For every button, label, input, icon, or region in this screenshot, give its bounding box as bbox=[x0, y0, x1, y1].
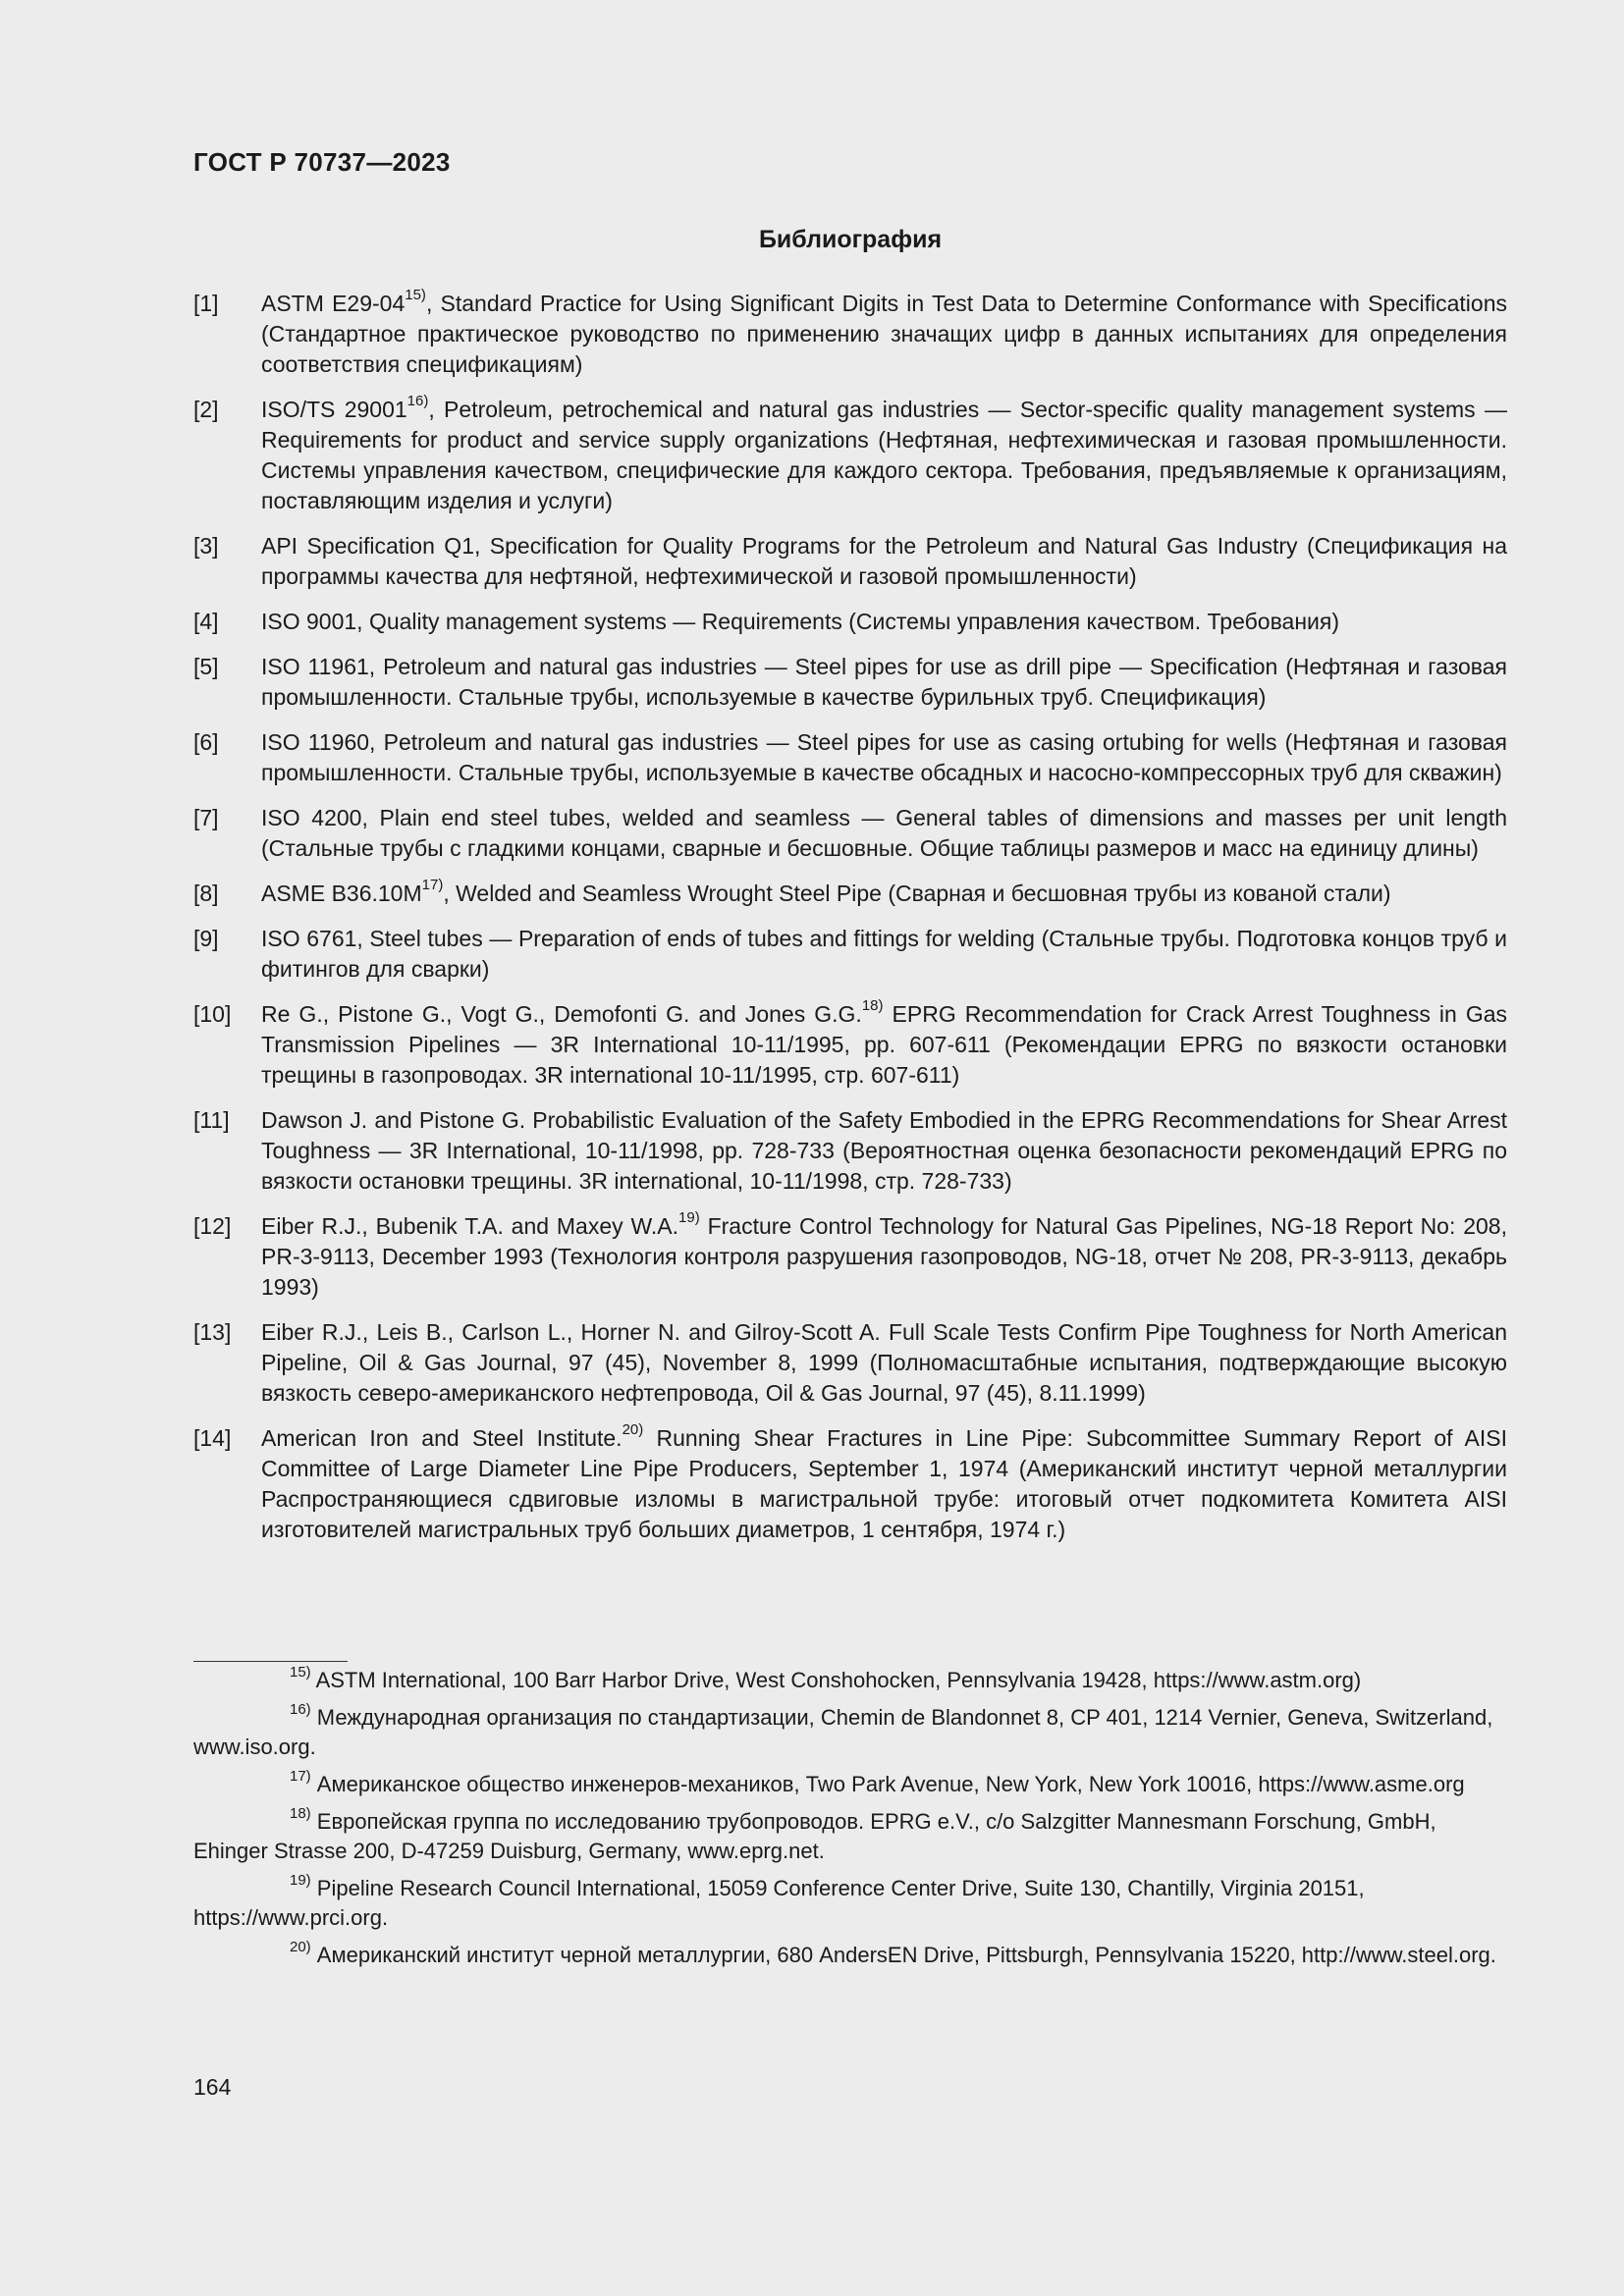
entry-text: API Specification Q1, Specification for Quality Programs for the Petroleum and Natural Gas Industry (Спецификация на программы качества для нефтяной, нефтехимической и газовой промышленности) bbox=[261, 533, 1507, 589]
footnote: $^{17)}$ Американское общество инженеров-механиков, Two Park Avenue, New York, New York 10016, https://www.asme.org bbox=[290, 1767, 1465, 1796]
entry-text: American Iron and Steel Institute.$^{20)}$ Running Shear Fractures in Line Pipe: Subcommittee Summary Report of AISI Committee of Large Diameter Line Pipe Producers, September 1, 1974 (Американский институт черной металлургии Распространяющиеся сдвиговые изломы в магистральной трубе: итоговый отчет подкомитета Комитета AISI изготовителей магистральных труб больших диаметров, 1 сентября, 1974 г.) bbox=[261, 1421, 1507, 1542]
entry-number: [4] bbox=[193, 609, 219, 634]
entry-text: ASME $B36.10M^{17)}$, Welded and Seamless Wrought Steel Pipe (Сварная и бесшовная трубы из кованой стали) bbox=[261, 877, 1391, 906]
bibliography-entry bbox=[193, 531, 1507, 592]
entry-text: Re G., Pistone G., Vogt G., Demofonti G. and Jones G.G.$^{18)}$ EPRG Recommendation for Crack Arrest Toughness in Gas Transmission Pipelines — 3R International 10-11/1995, pp. 607-611 (Рекомендации EPRG по вязкости остановки трещины в газопроводах. 3R international 10-11/1995, стр. 607-611) bbox=[261, 997, 1508, 1088]
entry-number: [14] bbox=[193, 1425, 232, 1451]
entry-text: ISO 4200, Plain end steel tubes, welded and seamless — General tables of dimensions and masses per unit length (Стальные трубы с гладкими концами, сварные и бесшовные. Общие таблицы размеров и масс на единицу длины) bbox=[261, 805, 1507, 861]
bibliography-entry bbox=[193, 1211, 1507, 1303]
footnote-marker: 18) bbox=[290, 1804, 311, 1822]
page-number: 164 bbox=[193, 2074, 232, 2100]
entry-text: ISO/TS 29001$^{16)}$, Petroleum, petrochemical and natural gas industries — Sector-specific quality management systems — Requirements for product and service supply organizations (Нефтяная, нефтехимическая и газовая промышленности. Системы управления качеством, специфические для каждого сектора. Требования, предъявляемые к организациям, поставляющим изделия и услуги) bbox=[261, 393, 1507, 513]
entry-number: [11] bbox=[193, 1107, 230, 1133]
entry-number: [7] bbox=[193, 805, 219, 830]
footnote-ref: 18) bbox=[861, 997, 884, 1015]
footnote-marker: 20) bbox=[290, 1938, 311, 1955]
entry-text: ISO 6761, Steel tubes — Preparation of ends of tubes and fittings for welding (Стальные трубы. Подготовка концов труб и фитингов для сварки) bbox=[261, 926, 1507, 982]
bibliography-entry bbox=[193, 395, 1507, 516]
entry-number: [6] bbox=[193, 729, 219, 755]
entry-number: [13] bbox=[193, 1319, 232, 1345]
entry-number: [10] bbox=[193, 1001, 232, 1027]
footnote-ref: 20) bbox=[622, 1421, 644, 1439]
footnote-ref: 15) bbox=[405, 287, 426, 304]
entry-text: ASTM E29-04$^{15)}$, Standard Practice for Using Significant Digits in Test Data to Determine Conformance with Specifications (Стандартное практическое руководство по применению значащих цифр в данных испытаниях для определения соответствия спецификациям) bbox=[261, 287, 1507, 377]
footnote: $^{16)}$ Международная организация по стандартизации, Chemin de Blandonnet 8, CP 401, 1214 Vernier, Geneva, Switzerland, www.iso.org. bbox=[193, 1700, 1493, 1759]
bibliography-entry bbox=[193, 803, 1507, 864]
footnote-marker: 16) bbox=[290, 1700, 311, 1718]
bibliography-entry bbox=[193, 1317, 1507, 1409]
bibliography-entry bbox=[193, 727, 1507, 788]
entry-number: [3] bbox=[193, 533, 219, 559]
entry-text: ISO 9001, Quality management systems — Requirements (Системы управления качеством. Требования) bbox=[261, 609, 1339, 634]
footnotes bbox=[193, 1663, 1507, 1978]
entry-number: [5] bbox=[193, 654, 219, 679]
entry-number: [9] bbox=[193, 926, 219, 951]
footnote: $^{20)}$ Американский институт черной металлургии, 680 AndersEN Drive, Pittsburgh, Pennsylvania 15220, http://www.steel.org. bbox=[290, 1938, 1496, 1967]
entry-text: Eiber R.J., Bubenik T.A. and Maxey W.A.$^{19)}$ Fracture Control Technology for Natural Gas Pipelines, NG-18 Report No: 208, PR-3-9113, December 1993 (Технология контроля разрушения газопроводов, NG-18, отчет № 208, PR-3-9113, декабрь 1993) bbox=[261, 1209, 1507, 1300]
bibliography-entry bbox=[193, 924, 1507, 985]
footnote-marker: 17) bbox=[290, 1767, 311, 1785]
bibliography-entry bbox=[193, 879, 1507, 909]
footnote-marker: 15) bbox=[290, 1663, 311, 1681]
page-title: Библиография bbox=[758, 226, 943, 253]
footnote-divider bbox=[193, 1661, 348, 1662]
bibliography-entry bbox=[193, 999, 1507, 1091]
footnote: $^{15)}$ ASTM International, 100 Barr Harbor Drive, West Conshohocken, Pennsylvania 19428, https://www.astm.org) bbox=[290, 1663, 1362, 1692]
bibliography-entry bbox=[193, 289, 1507, 380]
footnote: $^{19)}$ Pipeline Research Council International, 15059 Conference Center Drive, Suite 130, Chantilly, Virginia 20151, https://www.prci.org. bbox=[193, 1871, 1365, 1930]
entry-number: [1] bbox=[193, 291, 219, 316]
entry-number: [2] bbox=[193, 397, 219, 422]
bibliography-list bbox=[193, 289, 1507, 1560]
bibliography-entry bbox=[193, 607, 1507, 637]
entry-text: ISO 11961, Petroleum and natural gas industries — Steel pipes for use as drill pipe — Specification (Нефтяная и газовая промышленности. Стальные трубы, используемые в качестве бурильных труб. Спецификация) bbox=[261, 654, 1507, 710]
footnote-ref: 16) bbox=[406, 393, 429, 410]
footnote: $^{18)}$ Европейская группа по исследованию трубопроводов. EPRG e.V., c/o Salzgitter Mannesmann Forschung, GmbH, Ehinger Strasse 200, D-47259 Duisburg, Germany, www.eprg.net. bbox=[193, 1804, 1436, 1863]
bibliography-entry bbox=[193, 1105, 1507, 1197]
bibliography-entry bbox=[193, 1423, 1507, 1545]
footnote-marker: 19) bbox=[290, 1871, 311, 1889]
bibliography-entry bbox=[193, 652, 1507, 713]
standard-header: ГОСТ Р 70737—2023 bbox=[193, 147, 451, 177]
entry-text: Eiber R.J., Leis B., Carlson L., Horner N. and Gilroy-Scott A. Full Scale Tests Confirm Pipe Toughness for North American Pipeline, Oil & Gas Journal, 97 (45), November 8, 1999 (Полномасштабные испытания, подтверждающие высокую вязкость северо-американского нефтепровода, Oil & Gas Journal, 97 (45), 8.11.1999) bbox=[261, 1319, 1507, 1406]
entry-text: ISO 11960, Petroleum and natural gas industries — Steel pipes for use as casing ortubing for wells (Нефтяная и газовая промышленности. Стальные трубы, используемые в качестве обсадных и насосно-компрессорных труб для скважин) bbox=[261, 729, 1507, 785]
entry-number: [12] bbox=[193, 1213, 232, 1239]
footnote-ref: 19) bbox=[678, 1209, 700, 1227]
entry-number: [8] bbox=[193, 881, 219, 906]
document-page bbox=[193, 0, 1507, 2296]
footnote-ref: 17) bbox=[421, 877, 444, 894]
entry-text: Dawson J. and Pistone G. Probabilistic Evaluation of the Safety Embodied in the EPRG Recommendations for Shear Arrest Toughness — 3R International, 10-11/1998, pp. 728-733 (Вероятностная оценка безопасности рекомендаций EPRG по вязкости остановки трещины. 3R international, 10-11/1998, стр. 728-733) bbox=[261, 1107, 1507, 1194]
